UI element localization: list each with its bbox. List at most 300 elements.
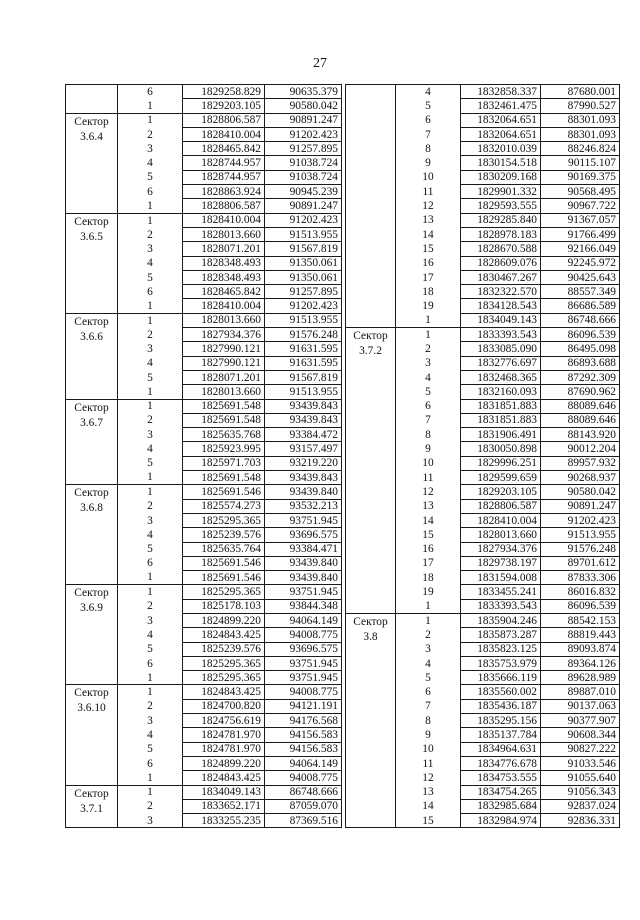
x-coordinate: 1828670.588 [461, 242, 541, 256]
y-coordinate: 93751.945 [265, 585, 342, 599]
point-number: 7 [396, 127, 461, 141]
point-number: 6 [396, 685, 461, 699]
y-coordinate: 94064.149 [265, 613, 342, 627]
point-number: 1 [118, 685, 183, 699]
table-row [66, 585, 342, 599]
y-coordinate: 90891.247 [265, 113, 342, 127]
y-coordinate: 88246.824 [541, 142, 620, 156]
x-coordinate: 1832461.475 [461, 99, 541, 113]
point-number: 1 [118, 585, 183, 599]
x-coordinate: 1828013.660 [183, 385, 265, 399]
table-row [66, 685, 342, 699]
sector-label: 3.7.2 [359, 345, 382, 358]
y-coordinate: 87833.306 [541, 571, 620, 585]
y-coordinate: 94156.583 [265, 742, 342, 756]
x-coordinate: 1828013.660 [183, 313, 265, 327]
point-number: 10 [396, 456, 461, 470]
y-coordinate: 92837.024 [541, 799, 620, 813]
point-number: 6 [118, 285, 183, 299]
point-number: 17 [396, 270, 461, 284]
sector-cell [66, 785, 118, 828]
point-number: 15 [396, 528, 461, 542]
y-coordinate: 91202.423 [265, 213, 342, 227]
table-row [66, 85, 342, 99]
x-coordinate: 1830467.267 [461, 270, 541, 284]
x-coordinate: 1828978.183 [461, 227, 541, 241]
table-row [66, 399, 342, 413]
x-coordinate: 1828071.201 [183, 370, 265, 384]
x-coordinate: 1829203.105 [183, 99, 265, 113]
point-number: 10 [396, 742, 461, 756]
point-number: 16 [396, 542, 461, 556]
table-row [66, 785, 342, 799]
x-coordinate: 1834049.143 [461, 313, 541, 327]
y-coordinate: 87990.527 [541, 99, 620, 113]
x-coordinate: 1828013.660 [461, 528, 541, 542]
sector-cell [66, 685, 118, 785]
point-number: 6 [118, 185, 183, 199]
x-coordinate: 1828348.493 [183, 256, 265, 270]
point-number: 6 [118, 556, 183, 570]
x-coordinate: 1829593.555 [461, 199, 541, 213]
x-coordinate: 1834964.631 [461, 742, 541, 756]
y-coordinate: 91055.640 [541, 771, 620, 785]
x-coordinate: 1825691.548 [183, 471, 265, 485]
y-coordinate: 91513.955 [265, 385, 342, 399]
point-number: 4 [118, 156, 183, 170]
point-number: 1 [396, 328, 461, 342]
point-number: 3 [118, 613, 183, 627]
y-coordinate: 93157.497 [265, 442, 342, 456]
point-number: 5 [118, 642, 183, 656]
x-coordinate: 1828465.842 [183, 142, 265, 156]
point-number: 1 [118, 213, 183, 227]
y-coordinate: 93439.840 [265, 571, 342, 585]
y-coordinate: 91567.819 [265, 242, 342, 256]
table-row [66, 213, 342, 227]
point-number: 13 [396, 499, 461, 513]
sector-label: Сектор [74, 687, 109, 700]
y-coordinate: 88542.153 [541, 613, 620, 627]
y-coordinate: 90945.239 [265, 185, 342, 199]
x-coordinate: 1830209.168 [461, 170, 541, 184]
y-coordinate: 88557.349 [541, 285, 620, 299]
x-coordinate: 1825691.548 [183, 399, 265, 413]
y-coordinate: 86096.539 [541, 599, 620, 613]
sector-cell [346, 613, 396, 827]
point-number: 11 [396, 471, 461, 485]
y-coordinate: 94176.568 [265, 714, 342, 728]
point-number: 4 [396, 85, 461, 99]
point-number: 2 [396, 342, 461, 356]
x-coordinate: 1824781.970 [183, 742, 265, 756]
x-coordinate: 1834753.555 [461, 771, 541, 785]
point-number: 3 [118, 714, 183, 728]
sector-label: 3.6.5 [80, 230, 103, 243]
y-coordinate: 91038.724 [265, 170, 342, 184]
x-coordinate: 1828806.587 [461, 499, 541, 513]
x-coordinate: 1829203.105 [461, 485, 541, 499]
y-coordinate: 86748.666 [265, 785, 342, 799]
x-coordinate: 1827934.376 [183, 328, 265, 342]
y-coordinate: 90169.375 [541, 170, 620, 184]
y-coordinate: 93696.575 [265, 642, 342, 656]
point-number: 5 [118, 170, 183, 184]
point-number: 18 [396, 285, 461, 299]
y-coordinate: 93696.575 [265, 528, 342, 542]
y-coordinate: 91033.546 [541, 756, 620, 770]
sector-cell [66, 85, 118, 114]
y-coordinate: 93439.840 [265, 485, 342, 499]
x-coordinate: 1825971.703 [183, 456, 265, 470]
point-number: 4 [118, 628, 183, 642]
y-coordinate: 90608.344 [541, 728, 620, 742]
point-number: 12 [396, 771, 461, 785]
y-coordinate: 90115.107 [541, 156, 620, 170]
x-coordinate: 1833455.241 [461, 585, 541, 599]
coordinates-table-left [65, 84, 342, 828]
y-coordinate: 90580.042 [541, 485, 620, 499]
point-number: 1 [396, 313, 461, 327]
x-coordinate: 1824781.970 [183, 728, 265, 742]
point-number: 2 [118, 599, 183, 613]
sector-label: 3.6.8 [80, 502, 103, 515]
y-coordinate: 86016.832 [541, 585, 620, 599]
y-coordinate: 93439.843 [265, 399, 342, 413]
y-coordinate: 90891.247 [541, 499, 620, 513]
y-coordinate: 91766.499 [541, 227, 620, 241]
x-coordinate: 1833652.171 [183, 799, 265, 813]
y-coordinate: 87369.516 [265, 814, 342, 828]
x-coordinate: 1825635.764 [183, 542, 265, 556]
point-number: 1 [396, 613, 461, 627]
x-coordinate: 1832160.093 [461, 385, 541, 399]
y-coordinate: 93844.348 [265, 599, 342, 613]
point-number: 2 [396, 628, 461, 642]
y-coordinate: 89628.989 [541, 671, 620, 685]
y-coordinate: 93439.843 [265, 471, 342, 485]
point-number: 2 [118, 127, 183, 141]
y-coordinate: 92836.331 [541, 814, 620, 828]
y-coordinate: 90012.204 [541, 442, 620, 456]
page-number: 27 [313, 56, 327, 71]
x-coordinate: 1831594.008 [461, 571, 541, 585]
point-number: 2 [118, 328, 183, 342]
sector-label: Сектор [74, 215, 109, 228]
coordinates-table-right [345, 84, 620, 828]
point-number: 3 [396, 642, 461, 656]
y-coordinate: 90377.907 [541, 714, 620, 728]
table-row [346, 613, 620, 627]
point-number: 1 [118, 771, 183, 785]
y-coordinate: 93384.472 [265, 428, 342, 442]
table-row [66, 485, 342, 499]
y-coordinate: 89887.010 [541, 685, 620, 699]
x-coordinate: 1828806.587 [183, 199, 265, 213]
point-number: 1 [118, 313, 183, 327]
x-coordinate: 1829901.332 [461, 185, 541, 199]
sector-label: 3.8 [363, 630, 378, 643]
sector-label: Сектор [74, 587, 109, 600]
y-coordinate: 89093.874 [541, 642, 620, 656]
point-number: 19 [396, 585, 461, 599]
x-coordinate: 1824843.425 [183, 685, 265, 699]
x-coordinate: 1828348.493 [183, 270, 265, 284]
x-coordinate: 1828410.004 [183, 213, 265, 227]
x-coordinate: 1829599.659 [461, 471, 541, 485]
y-coordinate: 93219.220 [265, 456, 342, 470]
y-coordinate: 86893.688 [541, 356, 620, 370]
x-coordinate: 1831851.883 [461, 413, 541, 427]
y-coordinate: 87680.001 [541, 85, 620, 99]
point-number: 15 [396, 814, 461, 828]
point-number: 11 [396, 185, 461, 199]
x-coordinate: 1835137.784 [461, 728, 541, 742]
point-number: 4 [118, 528, 183, 542]
y-coordinate: 91257.895 [265, 285, 342, 299]
x-coordinate: 1830154.518 [461, 156, 541, 170]
x-coordinate: 1827990.121 [183, 356, 265, 370]
point-number: 3 [118, 342, 183, 356]
x-coordinate: 1832010.039 [461, 142, 541, 156]
point-number: 9 [396, 728, 461, 742]
y-coordinate: 89957.932 [541, 456, 620, 470]
y-coordinate: 91202.423 [265, 127, 342, 141]
x-coordinate: 1829996.251 [461, 456, 541, 470]
y-coordinate: 88301.093 [541, 127, 620, 141]
sector-cell [66, 485, 118, 585]
x-coordinate: 1832468.365 [461, 370, 541, 384]
y-coordinate: 90891.247 [265, 199, 342, 213]
table-row [346, 328, 620, 342]
y-coordinate: 91576.248 [265, 328, 342, 342]
y-coordinate: 94008.775 [265, 771, 342, 785]
sector-label: Сектор [74, 315, 109, 328]
point-number: 14 [396, 227, 461, 241]
y-coordinate: 92166.049 [541, 242, 620, 256]
y-coordinate: 93532.213 [265, 499, 342, 513]
point-number: 5 [396, 671, 461, 685]
x-coordinate: 1833255.235 [183, 814, 265, 828]
x-coordinate: 1825295.365 [183, 671, 265, 685]
y-coordinate: 91631.595 [265, 342, 342, 356]
point-number: 5 [118, 370, 183, 384]
y-coordinate: 91202.423 [265, 299, 342, 313]
y-coordinate: 92245.972 [541, 256, 620, 270]
point-number: 6 [118, 756, 183, 770]
x-coordinate: 1828465.842 [183, 285, 265, 299]
y-coordinate: 87059.070 [265, 799, 342, 813]
point-number: 5 [118, 742, 183, 756]
x-coordinate: 1828013.660 [183, 227, 265, 241]
x-coordinate: 1832858.337 [461, 85, 541, 99]
point-number: 1 [118, 485, 183, 499]
sector-label: 3.6.7 [80, 416, 103, 429]
point-number: 8 [396, 714, 461, 728]
y-coordinate: 91350.061 [265, 256, 342, 270]
point-number: 19 [396, 299, 461, 313]
y-coordinate: 91202.423 [541, 513, 620, 527]
point-number: 1 [396, 599, 461, 613]
point-number: 1 [118, 385, 183, 399]
point-number: 1 [118, 299, 183, 313]
point-number: 1 [118, 199, 183, 213]
x-coordinate: 1830050.898 [461, 442, 541, 456]
y-coordinate: 94156.583 [265, 728, 342, 742]
point-number: 1 [118, 99, 183, 113]
point-number: 4 [118, 356, 183, 370]
x-coordinate: 1828410.004 [461, 513, 541, 527]
x-coordinate: 1824899.220 [183, 756, 265, 770]
x-coordinate: 1827990.121 [183, 342, 265, 356]
x-coordinate: 1832776.697 [461, 356, 541, 370]
x-coordinate: 1835753.979 [461, 656, 541, 670]
x-coordinate: 1828410.004 [183, 299, 265, 313]
y-coordinate: 93439.840 [265, 556, 342, 570]
y-coordinate: 90967.722 [541, 199, 620, 213]
point-number: 12 [396, 199, 461, 213]
sector-label: Сектор [74, 787, 109, 800]
x-coordinate: 1824843.425 [183, 771, 265, 785]
point-number: 3 [118, 142, 183, 156]
x-coordinate: 1824756.619 [183, 714, 265, 728]
point-number: 5 [396, 99, 461, 113]
x-coordinate: 1835904.246 [461, 613, 541, 627]
point-number: 10 [396, 170, 461, 184]
x-coordinate: 1833085.090 [461, 342, 541, 356]
y-coordinate: 90827.222 [541, 742, 620, 756]
y-coordinate: 89364.126 [541, 656, 620, 670]
x-coordinate: 1828744.957 [183, 170, 265, 184]
y-coordinate: 89701.612 [541, 556, 620, 570]
point-number: 2 [118, 413, 183, 427]
point-number: 2 [118, 799, 183, 813]
point-number: 1 [118, 399, 183, 413]
point-number: 7 [396, 699, 461, 713]
point-number: 6 [396, 399, 461, 413]
point-number: 16 [396, 256, 461, 270]
x-coordinate: 1825691.546 [183, 571, 265, 585]
point-number: 4 [396, 370, 461, 384]
y-coordinate: 91038.724 [265, 156, 342, 170]
y-coordinate: 94121.191 [265, 699, 342, 713]
x-coordinate: 1832984.974 [461, 814, 541, 828]
sector-label: Сектор [353, 330, 388, 343]
x-coordinate: 1832064.651 [461, 127, 541, 141]
y-coordinate: 91631.595 [265, 356, 342, 370]
x-coordinate: 1834128.543 [461, 299, 541, 313]
sector-cell [346, 85, 396, 328]
x-coordinate: 1825239.576 [183, 528, 265, 542]
point-number: 12 [396, 485, 461, 499]
sector-cell [66, 113, 118, 213]
x-coordinate: 1832985.684 [461, 799, 541, 813]
x-coordinate: 1828609.076 [461, 256, 541, 270]
sector-label: Сектор [74, 115, 109, 128]
x-coordinate: 1834776.678 [461, 756, 541, 770]
point-number: 6 [396, 113, 461, 127]
sector-label: 3.6.10 [77, 702, 106, 715]
table-row [66, 313, 342, 327]
x-coordinate: 1825178.103 [183, 599, 265, 613]
point-number: 14 [396, 799, 461, 813]
sector-label: 3.7.1 [80, 802, 103, 815]
y-coordinate: 94064.149 [265, 756, 342, 770]
point-number: 14 [396, 513, 461, 527]
sector-cell [346, 328, 396, 614]
x-coordinate: 1825691.546 [183, 556, 265, 570]
y-coordinate: 88089.646 [541, 413, 620, 427]
x-coordinate: 1829258.829 [183, 85, 265, 99]
x-coordinate: 1835436.187 [461, 699, 541, 713]
y-coordinate: 94008.775 [265, 628, 342, 642]
y-coordinate: 88301.093 [541, 113, 620, 127]
x-coordinate: 1831906.491 [461, 428, 541, 442]
y-coordinate: 87292.309 [541, 370, 620, 384]
x-coordinate: 1825295.365 [183, 585, 265, 599]
x-coordinate: 1825295.365 [183, 656, 265, 670]
y-coordinate: 86686.589 [541, 299, 620, 313]
sector-label: 3.6.6 [80, 330, 103, 343]
x-coordinate: 1824700.820 [183, 699, 265, 713]
x-coordinate: 1828071.201 [183, 242, 265, 256]
sector-cell [66, 313, 118, 399]
point-number: 3 [118, 428, 183, 442]
point-number: 5 [118, 270, 183, 284]
point-number: 3 [118, 242, 183, 256]
y-coordinate: 88143.920 [541, 428, 620, 442]
x-coordinate: 1827934.376 [461, 542, 541, 556]
x-coordinate: 1833393.543 [461, 599, 541, 613]
y-coordinate: 90137.063 [541, 699, 620, 713]
sector-label: 3.6.9 [80, 602, 103, 615]
point-number: 8 [396, 142, 461, 156]
point-number: 9 [396, 442, 461, 456]
x-coordinate: 1829738.197 [461, 556, 541, 570]
sector-cell [66, 213, 118, 313]
x-coordinate: 1824899.220 [183, 613, 265, 627]
y-coordinate: 91513.955 [265, 227, 342, 241]
x-coordinate: 1825295.365 [183, 513, 265, 527]
point-number: 1 [118, 471, 183, 485]
point-number: 5 [118, 542, 183, 556]
x-coordinate: 1824843.425 [183, 628, 265, 642]
point-number: 1 [118, 671, 183, 685]
x-coordinate: 1835560.002 [461, 685, 541, 699]
x-coordinate: 1834049.143 [183, 785, 265, 799]
x-coordinate: 1832064.651 [461, 113, 541, 127]
point-number: 15 [396, 242, 461, 256]
point-number: 4 [118, 728, 183, 742]
point-number: 4 [396, 656, 461, 670]
point-number: 5 [396, 385, 461, 399]
point-number: 1 [118, 571, 183, 585]
y-coordinate: 91367.057 [541, 213, 620, 227]
x-coordinate: 1835666.119 [461, 671, 541, 685]
y-coordinate: 90635.379 [265, 85, 342, 99]
x-coordinate: 1828410.004 [183, 127, 265, 141]
x-coordinate: 1829285.840 [461, 213, 541, 227]
point-number: 18 [396, 571, 461, 585]
y-coordinate: 90268.937 [541, 471, 620, 485]
point-number: 11 [396, 756, 461, 770]
x-coordinate: 1828806.587 [183, 113, 265, 127]
sector-cell [66, 585, 118, 685]
x-coordinate: 1825239.576 [183, 642, 265, 656]
y-coordinate: 91513.955 [265, 313, 342, 327]
y-coordinate: 93751.945 [265, 656, 342, 670]
x-coordinate: 1834754.265 [461, 785, 541, 799]
